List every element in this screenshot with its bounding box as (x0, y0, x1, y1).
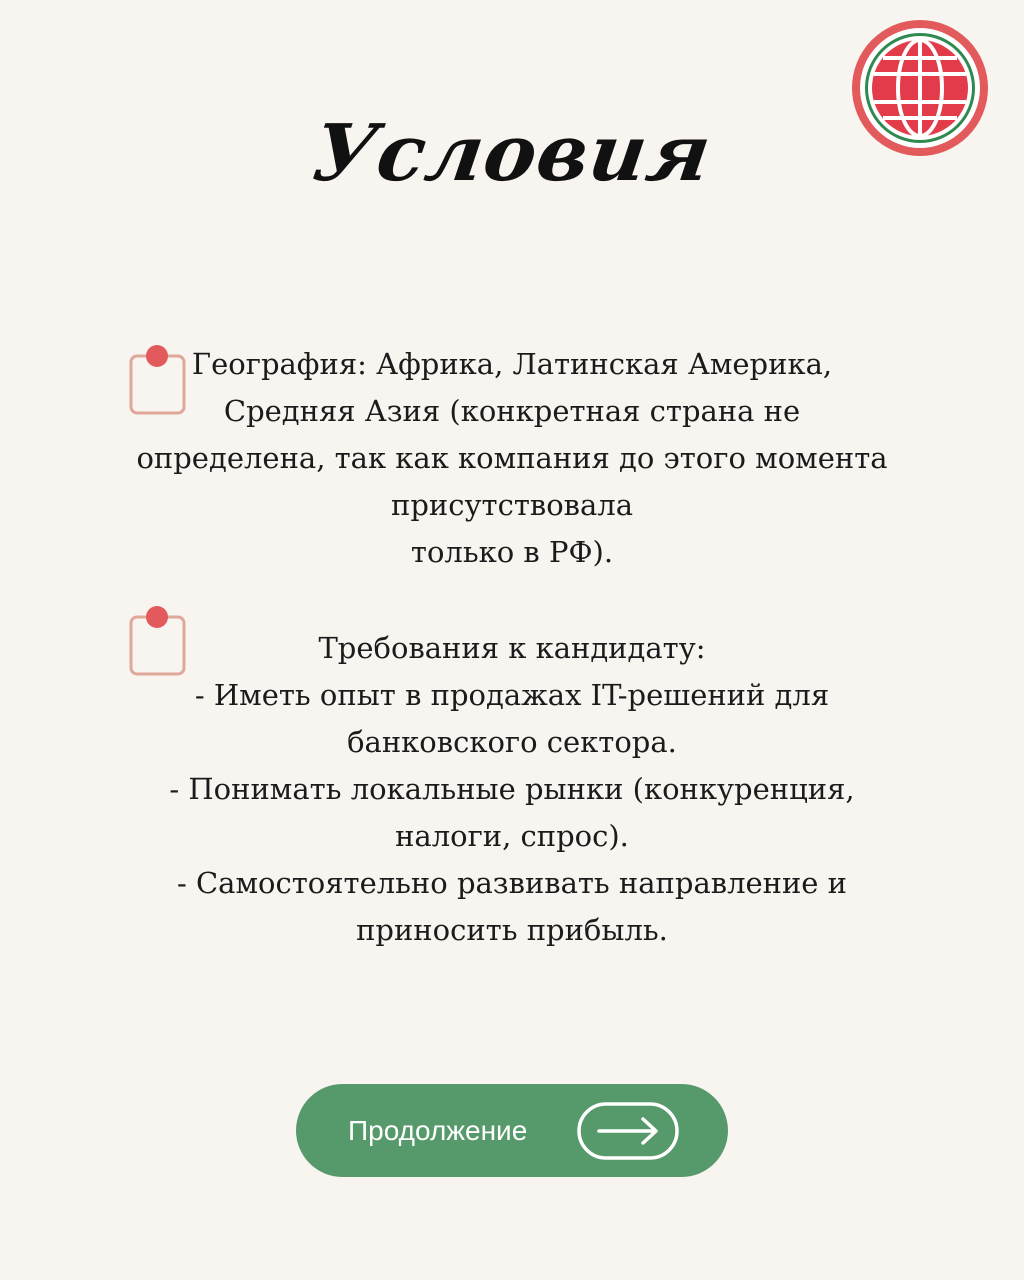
geography-block (130, 341, 894, 576)
continue-button-label: Продолжение (348, 1115, 528, 1146)
requirements-line: банковского сектора. (347, 725, 677, 759)
page-title: Условия (307, 108, 717, 199)
requirements-line: - Иметь опыт в продажах IT-решений для (194, 678, 830, 712)
requirements-line: налоги, спрос). (395, 819, 629, 853)
requirements-line: - Понимать локальные рынки (конкуренция, (169, 772, 855, 806)
geography-line: Средняя Азия (конкретная страна не (223, 394, 801, 428)
requirements-line: приносить прибыль. (356, 913, 668, 947)
requirements-line: Требования к кандидату: (318, 631, 706, 665)
geography-line: География: Африка, Латинская Америка, (191, 347, 833, 381)
geography-line: определена, так как компания до этого момента (136, 441, 888, 475)
geography-line: присутствовала (391, 488, 633, 522)
geography-line: только в РФ). (410, 535, 614, 569)
requirements-block (130, 625, 894, 954)
continue-button[interactable] (296, 1084, 728, 1177)
arrow-right-icon (577, 1102, 679, 1160)
requirements-line: - Самостоятельно развивать направление и (176, 866, 848, 900)
